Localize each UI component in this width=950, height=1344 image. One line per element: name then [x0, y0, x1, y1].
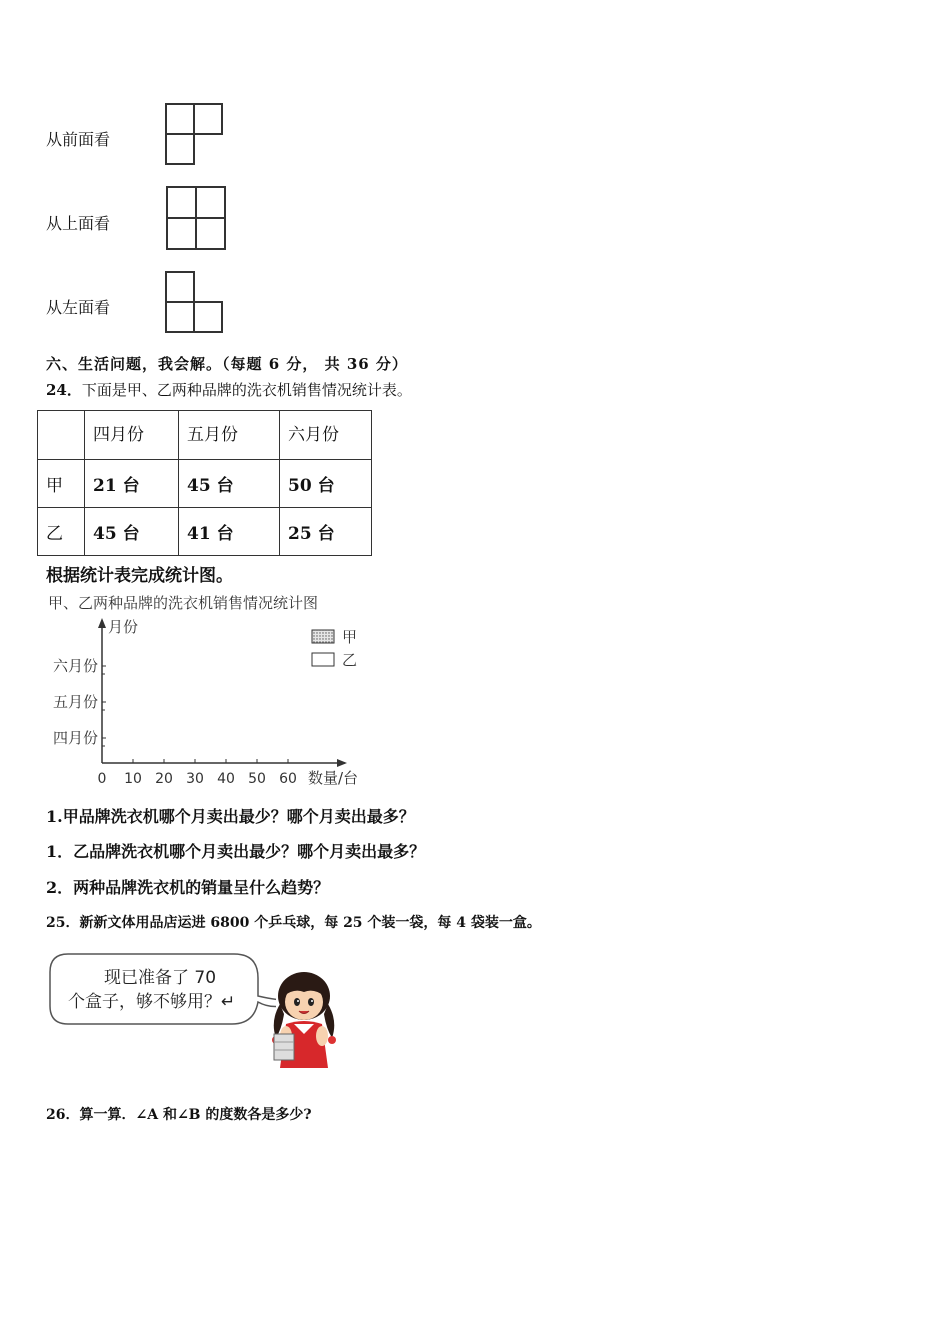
- x-axis-label: 数量/台: [308, 769, 359, 787]
- table-cell: 50 台: [280, 460, 372, 508]
- x-tick-label: 50: [248, 771, 266, 787]
- legend-swatch: [312, 653, 334, 666]
- table-header-row: [38, 411, 372, 460]
- table-cell: 甲: [38, 460, 85, 508]
- x-tick-label: 20: [155, 771, 173, 787]
- chart-legend: [312, 628, 357, 669]
- table-header-cell: 四月份: [85, 411, 179, 460]
- table-header-cell: 六月份: [280, 411, 372, 460]
- x-tick-label: 0: [97, 771, 107, 787]
- legend-swatch: [312, 630, 334, 643]
- table-cell: 25 台: [280, 508, 372, 556]
- sales-table: [37, 410, 372, 556]
- table-cell: 45 台: [85, 508, 179, 556]
- table-header-cell: 五月份: [179, 411, 280, 460]
- table-cell: 45 台: [179, 460, 280, 508]
- category-label: 六月份: [52, 657, 98, 675]
- q24-text: 下面是甲、乙两种品牌的洗衣机销售情况统计表。: [81, 381, 412, 399]
- q24-stem: [46, 379, 412, 400]
- left-view-figure: [160, 268, 226, 336]
- bubble-line1: 现已准备了 70: [104, 968, 217, 988]
- y-axis-label: 月份: [108, 618, 139, 636]
- top-view-figure: [162, 183, 228, 253]
- legend-label: 甲: [342, 628, 358, 646]
- table-header-cell: [38, 411, 85, 460]
- q24-sub2: 1．乙品牌洗衣机哪个月卖出最少？哪个月卖出最多？: [46, 842, 426, 861]
- x-tick-label: 30: [186, 771, 204, 787]
- bubble-line2: 个盒子，够不够用？↵: [68, 992, 236, 1012]
- x-tick-label: 60: [279, 771, 297, 787]
- chart-title: 甲、乙两种品牌的洗衣机销售情况统计图: [48, 594, 319, 612]
- section-title: 六、生活问题，我会解。（每题 6 分， 共 36 分）: [46, 355, 408, 373]
- table-cell: 41 台: [179, 508, 280, 556]
- q24-sub3: 2．两种品牌洗衣机的销量呈什么趋势？: [46, 878, 330, 897]
- front-view-label: 从前面看: [46, 130, 111, 149]
- front-view-figure: [160, 100, 226, 168]
- table-row: [38, 460, 372, 508]
- chart-instruction: 根据统计表完成统计图。: [46, 566, 233, 586]
- q24-sub1: 1.甲品牌洗衣机哪个月卖出最少？哪个月卖出最多？: [46, 807, 415, 826]
- y-axis-arrow: [98, 618, 106, 628]
- table-cell: 乙: [38, 508, 85, 556]
- category-label: 五月份: [52, 693, 98, 711]
- top-view-label: 从上面看: [46, 214, 111, 233]
- q24-number: 24．: [46, 381, 82, 399]
- x-tick-label: 10: [124, 771, 142, 787]
- q26-text: 26．算一算．∠A 和∠B 的度数各是多少?: [46, 1107, 312, 1123]
- table-cell: 21 台: [85, 460, 179, 508]
- q25-text: 25．新新文体用品店运进 6800 个乒乓球，每 25 个装一袋，每 4 袋装一盒。: [46, 915, 541, 931]
- x-tick-label: 40: [217, 771, 235, 787]
- table-row: [38, 508, 372, 556]
- girl-illustration: [262, 966, 346, 1072]
- sales-chart: [40, 590, 380, 795]
- category-label: 四月份: [52, 729, 98, 747]
- left-view-label: 从左面看: [46, 298, 111, 317]
- x-axis-arrow: [337, 759, 347, 767]
- legend-label: 乙: [342, 651, 358, 669]
